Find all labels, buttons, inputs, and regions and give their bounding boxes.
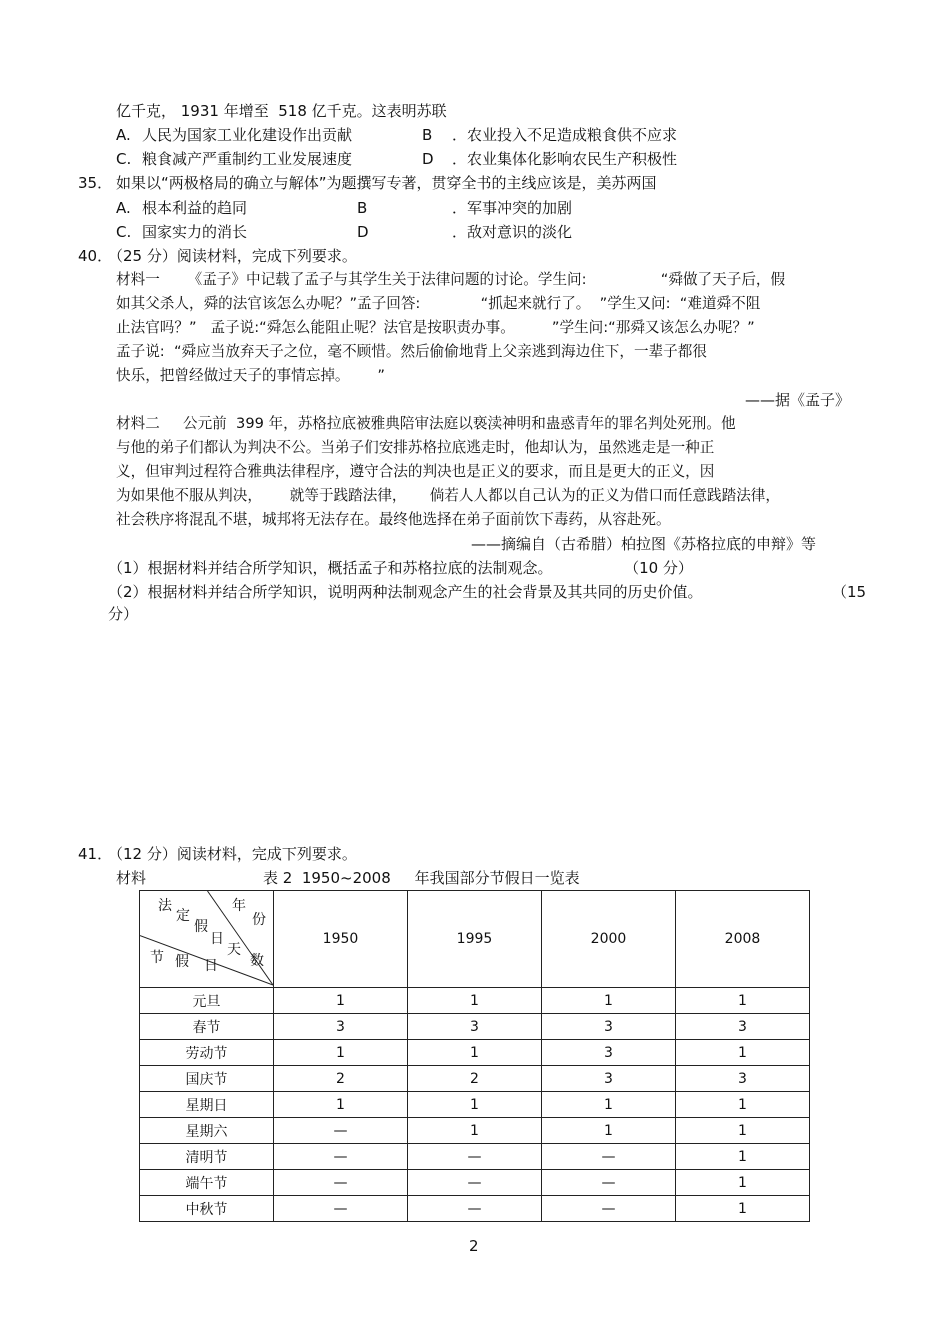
table-cell: 1 <box>676 988 810 1014</box>
table-cell: 3 <box>676 1014 810 1040</box>
q40-material2-line: 社会秩序将混乱不堪，城邦将无法存在。最终他选择在弟子面前饮下毒药，从容赴死。 <box>116 511 671 528</box>
q40-requirement-2-score: （15 <box>832 583 867 601</box>
q40-material2-line: 为如果他不服从判决， 就等于践踏法律， 倘若人人都以自己认为的正义为借口而任意践踏法律， <box>116 487 780 504</box>
table-row <box>140 1144 810 1170</box>
holiday-name: 清明节 <box>140 1144 274 1170</box>
q34-option-c: 粮食减产严重制约工业发展速度 <box>142 150 353 168</box>
q40-material1-line: 材料一 《孟子》中记载了孟子与其学生关于法律问题的讨论。学生问: “舜做了天子后，假 <box>116 271 786 288</box>
q34-option-d-label: D <box>422 150 434 168</box>
header-char: 数 <box>250 953 264 969</box>
header-char: 定 <box>176 908 190 924</box>
q34-stem-tail: 亿千克， 1931 年增至 518 亿千克。这表明苏联 <box>116 102 447 120</box>
table-cell: 1 <box>676 1170 810 1196</box>
header-char: 天 <box>227 942 241 958</box>
page-number: 2 <box>469 1237 479 1255</box>
table-row <box>140 1118 810 1144</box>
q35-option-c: 国家实力的消长 <box>142 223 248 241</box>
table-cell: 1 <box>676 1118 810 1144</box>
header-char: 法 <box>158 898 172 914</box>
table-cell: — <box>542 1144 676 1170</box>
q40-material1-line: 如其父杀人，舜的法官该怎么办呢？”孟子回答: “抓起来就行了。 ”学生又问: “难道舜不阻 <box>116 295 761 312</box>
table-cell: 1 <box>274 1040 408 1066</box>
q40-requirement-2: （2）根据材料并结合所学知识，说明两种法制观念产生的社会背景及其共同的历史价值。 <box>108 583 703 601</box>
holiday-name: 星期日 <box>140 1092 274 1118</box>
q40-requirement-1: （1）根据材料并结合所学知识，概括孟子和苏格拉底的法制观念。 （10 分） <box>108 559 693 577</box>
table-row <box>140 1014 810 1040</box>
q35-option-b: ．军事冲突的加剧 <box>452 199 573 217</box>
q34-option-b-label: B <box>422 126 433 144</box>
table-cell: 1 <box>408 1092 542 1118</box>
table-cell: 1 <box>408 1040 542 1066</box>
table-cell: 1 <box>408 988 542 1014</box>
table-row <box>140 1196 810 1222</box>
table-cell: — <box>274 1196 408 1222</box>
year-header: 1950 <box>274 891 408 988</box>
table-cell: 3 <box>542 1066 676 1092</box>
year-header: 2008 <box>676 891 810 988</box>
q35-option-d-label: D <box>357 223 369 241</box>
table-cell: — <box>542 1170 676 1196</box>
header-char: 日 <box>204 958 218 974</box>
header-char: 假 <box>194 919 208 935</box>
table-cell: — <box>542 1196 676 1222</box>
q40-material1-line: 快乐，把曾经做过天子的事情忘掉。 ” <box>116 367 385 384</box>
holiday-table <box>139 890 810 1222</box>
q40-number: 40． <box>78 247 113 265</box>
table-row <box>140 1170 810 1196</box>
table-cell: 1 <box>676 1092 810 1118</box>
header-char: 节 <box>150 950 164 966</box>
q41-title: （12 分）阅读材料，完成下列要求。 <box>108 845 357 863</box>
year-header: 2000 <box>542 891 676 988</box>
q41-material-label: 材料 <box>116 869 147 887</box>
q35-stem: 如果以“两极格局的确立与解体”为题撰写专著，贯穿全书的主线应该是，美苏两国 <box>116 174 657 192</box>
table-cell: — <box>408 1196 542 1222</box>
table-cell: 1 <box>676 1144 810 1170</box>
table-diagonal-header <box>140 891 274 988</box>
table-cell: 2 <box>408 1066 542 1092</box>
q40-material2-line: 义，但审判过程符合雅典法律程序，遵守合法的判决也是正义的要求，而且是更大的正义，因 <box>116 463 715 480</box>
table-cell: — <box>408 1144 542 1170</box>
q34-option-a-label: A. <box>116 126 131 144</box>
table-cell: 3 <box>542 1014 676 1040</box>
table-cell: 3 <box>274 1014 408 1040</box>
q40-material1-source: ——据《孟子》 <box>744 391 850 409</box>
q40-requirement-2-score-cont: 分） <box>108 605 139 623</box>
q35-option-a: 根本利益的趋同 <box>142 199 248 217</box>
holiday-name: 元旦 <box>140 988 274 1014</box>
header-char: 份 <box>252 912 266 928</box>
q35-option-d: ．敌对意识的淡化 <box>452 223 573 241</box>
table-cell: 1 <box>676 1196 810 1222</box>
table-row <box>140 988 810 1014</box>
holiday-name: 国庆节 <box>140 1066 274 1092</box>
holiday-name: 中秋节 <box>140 1196 274 1222</box>
q40-material2-line: 材料二 公元前 399 年，苏格拉底被雅典陪审法庭以亵渎神明和蛊惑青年的罪名判处死刑。他 <box>116 415 736 432</box>
table-row <box>140 1066 810 1092</box>
q34-option-c-label: C. <box>116 150 132 168</box>
q40-material1-line: 止法官吗？” 孟子说:“舜怎么能阻止呢？法官是按职责办事。 ”学生问:“那舜又该怎么办呢？” <box>116 319 755 336</box>
q40-material2-source: ——摘编自（古希腊）柏拉图《苏格拉底的申辩》等 <box>470 535 816 553</box>
q35-option-c-label: C. <box>116 223 132 241</box>
holiday-name: 春节 <box>140 1014 274 1040</box>
q34-option-d: ．农业集体化影响农民生产积极性 <box>452 150 678 168</box>
table-cell: 3 <box>542 1040 676 1066</box>
q40-title: （25 分）阅读材料，完成下列要求。 <box>108 247 357 265</box>
table-cell: 1 <box>274 1092 408 1118</box>
holiday-name: 星期六 <box>140 1118 274 1144</box>
holiday-name: 端午节 <box>140 1170 274 1196</box>
table-caption: 表 2 1950~2008 年我国部分节假日一览表 <box>263 869 580 887</box>
q35-option-b-label: B <box>357 199 368 217</box>
q35-option-a-label: A. <box>116 199 131 217</box>
header-char: 日 <box>210 931 224 947</box>
table-row <box>140 1040 810 1066</box>
table-cell: 1 <box>676 1040 810 1066</box>
table-cell: 1 <box>408 1118 542 1144</box>
q34-option-b: ．农业投入不足造成粮食供不应求 <box>452 126 678 144</box>
table-cell: — <box>274 1118 408 1144</box>
header-char: 年 <box>232 898 246 914</box>
table-cell: — <box>274 1170 408 1196</box>
table-cell: 1 <box>274 988 408 1014</box>
table-row <box>140 1092 810 1118</box>
table-cell: 1 <box>542 1118 676 1144</box>
year-header: 1995 <box>408 891 542 988</box>
header-char: 假 <box>175 954 189 970</box>
table-cell: 3 <box>676 1066 810 1092</box>
table-cell: — <box>274 1144 408 1170</box>
q35-number: 35． <box>78 174 113 192</box>
table-cell: 1 <box>542 988 676 1014</box>
table-cell: 2 <box>274 1066 408 1092</box>
q40-material1-line: 孟子说: “舜应当放弃天子之位，毫不顾惜。然后偷偷地背上父亲逃到海边住下，一辈子都很 <box>116 343 707 360</box>
table-cell: 3 <box>408 1014 542 1040</box>
table-cell: — <box>408 1170 542 1196</box>
table-cell: 1 <box>542 1092 676 1118</box>
q41-number: 41． <box>78 845 113 863</box>
q40-material2-line: 与他的弟子们都认为判决不公。当弟子们安排苏格拉底逃走时，他却认为，虽然逃走是一种正 <box>116 439 715 456</box>
q34-option-a: 人民为国家工业化建设作出贡献 <box>142 126 353 144</box>
holiday-name: 劳动节 <box>140 1040 274 1066</box>
